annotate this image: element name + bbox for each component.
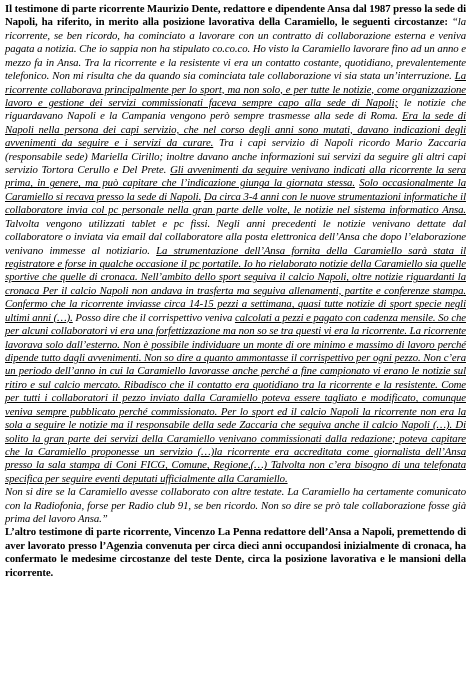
quote-text-underlined: La strumentazione dell’Ansa fornita della Caramiello sarà stata il registratore e forse in qualche occasione il pc portatile. Io ho rielaborato notizie della Caramiello sia quelle sportive che quelle di cronaca. Nell’ambito dello sport seguiva il calcio Napoli, oltre notizie riguardanti la cronaca Per il calcio Napoli non andava in trasferta ma seguiva allenamenti, partite e conferenze stampa. Confermo che la ricorrente inviasse circa 14-15 pezzi a settimana, quasi tutte notizie di sport specie negli ultimi anni (…). xyxy=(5,244,467,324)
quote-closing-text: Non si dire se la Caramiello avesse collaborato con altre testate. La Caramiello ha certamente comunicato con la Radiofonia, forse per Radio club 91, se ben ricordo. Non so dire se prò tale collaborazione fosse già prima del lavoro Ansa.” xyxy=(5,486,466,526)
quote-text-underlined: Da circa 3-4 anni con le nuove strumentazioni informatiche il collaboratore invia col pc personale nella gran parte delle volte, le notizie nel sistema informatico Ansa. xyxy=(5,190,467,217)
quote-text-underlined: Solo occasionalmente la Caramiello si recava presso la sede di Napoli. xyxy=(5,177,467,203)
quote-text-underlined: Era la sede di Napoli nella persona dei capi servizio, che nel corso degli anni sono mutati, davano indicazioni degli avvenimenti da seguire e i servizi da curare. xyxy=(5,110,466,150)
quote-text: Talvolta vengono utilizzati tablet e pc fissi. Negli anni precedenti le notizie venivano dettate dal collaboratore o inviata via email dal collaboratore alla posta elettronica dell’Ansa che dopo l’elaborazione venivano immesse al notiziario. xyxy=(5,217,466,257)
quote-text-underlined: Gli avvenimenti da seguire venivano indicati alla ricorrente la sera prima, in genere, ma può capitare che l’indicazione giunga la giornata stessa. xyxy=(5,164,466,190)
quote-text: le notizie che riguardavano Napoli e la Campania vengono però sempre trasmesse alla sede di Roma. xyxy=(5,96,466,123)
quote-text: “la ricorrente, se ben ricordo, ha cominciato a lavorare con un contratto di collaborazione esterna e veniva pagata a notizia. Che io sappia non ha stipulato co.co.co. Ho visto la Caramiello lavorare fino ad un anno e mezzo fa in Ansa. Tra la ricorrente e la resistente vi era un contatto costante, quotidiano, prevalentemente telefonico. Non mi risulta che da quando sia cominciata tale collaborazione vi sia stata un’interruzione. xyxy=(5,16,466,83)
testimony-paragraph-dente xyxy=(5,3,466,526)
quote-text-underlined: La ricorrente collaborava principalmente per lo sport, ma non solo, e per tutte le notizie, come organizzazione lavoro e gestione dei servizi commissionati faceva sempre capo alla sede di Napoli; xyxy=(5,70,466,109)
quote-text-underlined: calcolati a pezzi e pagato con cadenza mensile. So che per alcuni collaboratori vi era una forfettizzazione ma non so se tra questi vi era la ricorrente. La ricorrente lavorava solo dall’esterno. Non è possibile individuare un monte di ore minimo e massimo di lavoro perché dipende tutto dagli avvenimenti. Non so dire a quanto ammontasse il corrispettivo per ogni pezzo. Non c’era un periodo dell’anno in cui la Caramiello lavorasse anche perché a fine campionato vi erano le notizie sul ritiro e sul calcio mercato. Ribadisco che il contatto era quotidiano tra la ricorrente e la resistente. Come per tutti i collaboratori il pezzo inviato dalla Caramiello poteva essere tagliato e modificato, comunque veniva sempre pubblicato perché commissionato. Per lo sport ed il calcio Napoli la ricorrente non era la sola a seguire le notizie ma il responsabile della sede Zaccaria che seguiva anche il calcio Napoli (…). Di solito la gran parte dei servizi della Caramiello venivano commissionati dalla redazione; poteva capitare che la Caramiello proponesse un servizio (…)la ricorrente era accreditata come giornalista dell’Ansa presso la sala stampa di Coni FICG, Comune, Regione,(…) Talvolta non c’era bisogno di una telefonata specifica per seguire eventi deputati ufficialmente alla Caramiello. xyxy=(5,311,467,485)
testimony-paragraph-la-penna: L’altro testimone di parte ricorrente, Vincenzo La Penna redattore dell’Ansa a Napoli, premettendo di aver lavorato presso l’Agenzia convenuta per circa dieci anni occupandosi inizialmente di cronaca, ha confermato le medesime circostanze del teste Dente, circa la posizione lavorativa e le mansioni della ricorrente. xyxy=(5,526,466,579)
quote-text: Tra i capi servizio di Napoli ricordo Mario Zaccaria (responsabile sede) Mariella Cirillo; inoltre davano anche informazioni sui servizi da seguire gli altri capi servizio Tortora Cerullo e Del Prete. xyxy=(5,137,466,177)
intro-dente: Il testimone di parte ricorrente Maurizio Dente, redattore e dipendente Ansa dal 1987 presso la sede di Napoli, ha riferito, in merito alla posizione lavorativa della Caramiello, le seguenti circostanze: xyxy=(5,3,466,29)
quote-text: Posso dire che il corrispettivo veniva xyxy=(72,311,235,324)
